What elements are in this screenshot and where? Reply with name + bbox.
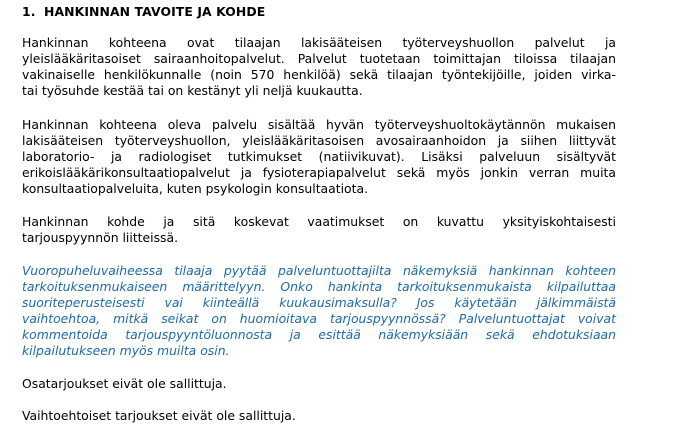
- text-line: kilpailutukseen myös muilta osin.: [22, 343, 230, 358]
- text-line: suoriteperusteisesti vai kiinteällä kuukausimaksulla? Jos käytetään jälkimmäistä: [22, 295, 616, 310]
- text-line: Vuoropuheluvaiheessa tilaaja pyytää palveluntuottajilta näkemyksiä hankinnan kohteen: [22, 263, 616, 278]
- text-line: Hankinnan kohteena ovat tilaajan lakisääteisen työterveyshuollon palvelut ja: [22, 35, 616, 50]
- paragraph-partial-bids: [22, 376, 616, 392]
- text-line: laboratorio- ja radiologiset tutkimukset (natiivikuvat). Lisäksi palveluun sisältyvät: [22, 149, 616, 164]
- text-line: lakisääteisen työterveyshuollon, yleislääkäritasoisen avosairaanhoidon ja siihen liittyvät: [22, 133, 616, 148]
- paragraph-dialogue-note: [22, 263, 616, 359]
- section-number: 1.: [22, 4, 36, 19]
- section-title: HANKINNAN TAVOITE JA KOHDE: [44, 4, 266, 19]
- paragraph-service-content: [22, 117, 616, 197]
- text-line: Hankinnan kohde ja sitä koskevat vaatimukset on kuvattu yksityiskohtaisesti: [22, 214, 616, 229]
- text-line: tai työsuhde kestää tai on kestänyt yli neljä kuukautta.: [22, 83, 363, 98]
- text-line: Hankinnan kohteena oleva palvelu sisältää hyvän työterveyshuoltokäytännön mukaisen: [22, 117, 616, 132]
- text-line: kommentoida tarjouspyyntöluonnosta ja esittää näkemyksiään sekä ehdotuksiaan: [22, 327, 616, 342]
- text-line: tarkoituksenmukaiseen määrittelyyn. Onko hankinta tarkoituksenmukaista kilpailuttaa: [22, 279, 616, 294]
- text-line: Vaihtoehtoiset tarjoukset eivät ole sallittuja.: [22, 408, 296, 423]
- text-line: erikoislääkärikonsultaatiopalvelut ja fysioterapiapalvelut sekä myös jonkin verran muita: [22, 165, 616, 180]
- text-line: Osatarjoukset eivät ole sallittuja.: [22, 376, 227, 391]
- text-line: vaihtoehtoa, mitkä seikat on huomioitava tarjouspyynnössä? Palveluntuottajat voivat: [22, 311, 616, 326]
- paragraph-alternative-bids: [22, 408, 616, 424]
- text-line: tarjouspyynnön liitteissä.: [22, 230, 179, 245]
- text-line: yleislääkäritasoiset sairaanhoitopalvelut. Palvelut tuotetaan toimittajan tiloissa tilaajan: [22, 51, 616, 66]
- section-heading: [22, 4, 265, 20]
- paragraph-scope: [22, 35, 616, 99]
- paragraph-requirements: [22, 214, 616, 246]
- text-line: konsultaatiopalveluita, kuten psykologin konsultaatiota.: [22, 181, 369, 196]
- text-line: vakinaiselle henkilökunnalle (noin 570 henkilöä) sekä tilaajan työntekijöille, joiden virka-: [22, 67, 616, 82]
